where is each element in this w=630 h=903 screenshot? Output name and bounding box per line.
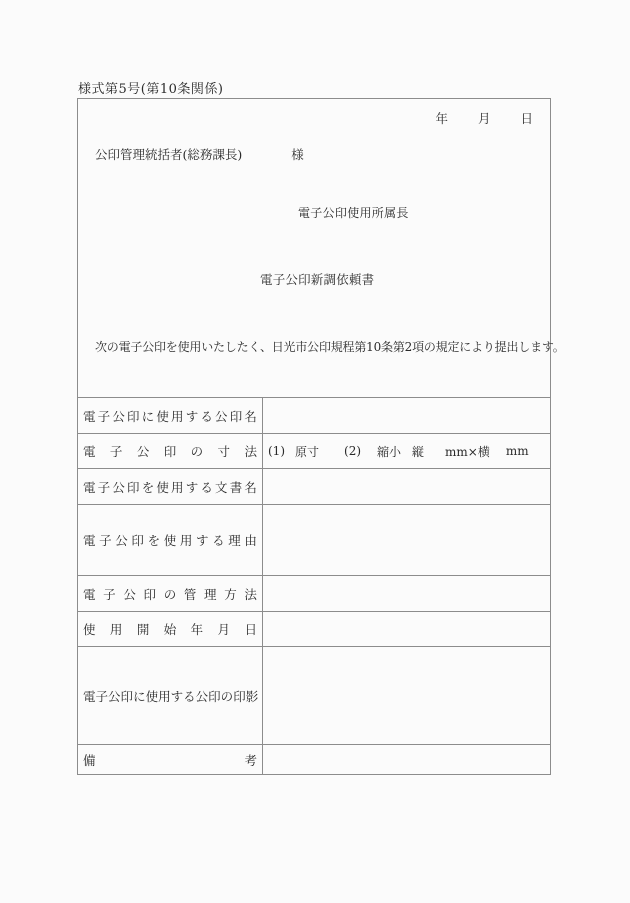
row-label: 電 子 公 印 の 管 理 方 法 xyxy=(83,586,257,602)
date-line xyxy=(435,109,533,127)
table-row-label-cell xyxy=(78,397,263,433)
table-row-label-cell xyxy=(78,611,263,646)
request-table xyxy=(78,397,550,774)
row-label: 電 子 公 印 を 使 用 す る 理 由 xyxy=(83,533,257,548)
form-number-label: 様式第5号(第10条関係) xyxy=(78,82,224,97)
table-row-label-cell xyxy=(78,744,263,774)
table-row-value-cell xyxy=(263,397,550,433)
month-label: 月 xyxy=(477,111,491,126)
sender-title: 電子公印使用所属長 xyxy=(298,206,409,220)
recipient-honorific: 様 xyxy=(291,147,304,162)
table-row-value-cell xyxy=(263,575,550,611)
row-label: 使 用 開 始 年 月 日 xyxy=(83,622,257,637)
recipient-line xyxy=(95,145,304,163)
row-value: (1) 原寸 (2) 縮小 縦 mm×横 mm xyxy=(268,444,529,459)
table-row-value-cell xyxy=(263,611,550,646)
row-label: 電 子 公 印 を 使 用 す る 文 書 名 xyxy=(83,479,257,495)
table-row-label-cell xyxy=(78,468,263,504)
row-label: 備 考 xyxy=(83,752,257,768)
table-row-value-cell xyxy=(263,433,550,468)
table-row-value-cell xyxy=(263,504,550,575)
table-row-label-cell xyxy=(78,504,263,575)
document-title: 電子公印新調依頼書 xyxy=(260,272,375,287)
body-paragraph: 次の電子公印を使用いたしたく、日光市公印規程第10条第2項の規定により提出します。 xyxy=(95,340,565,354)
table-row-label-cell xyxy=(78,646,263,744)
request-form-box xyxy=(77,98,565,775)
table-row-label-cell xyxy=(78,433,263,468)
table-row-label-cell xyxy=(78,575,263,611)
year-label: 年 xyxy=(435,111,448,126)
table-row-value-cell xyxy=(263,744,550,774)
table-row-value-cell xyxy=(263,468,550,504)
row-label: 電 子 公 印 に 使 用 す る 公 印 名 xyxy=(83,408,257,424)
row-label: 電 子 公 印 に 使 用 す る 公 印 の 印 影 xyxy=(83,688,259,704)
day-label: 日 xyxy=(520,111,533,126)
row-label: 電 子 公 印 の 寸 法 xyxy=(83,444,257,459)
recipient-label: 公印管理統括者(総務課長) xyxy=(95,147,243,162)
table-row-value-cell xyxy=(263,646,550,744)
